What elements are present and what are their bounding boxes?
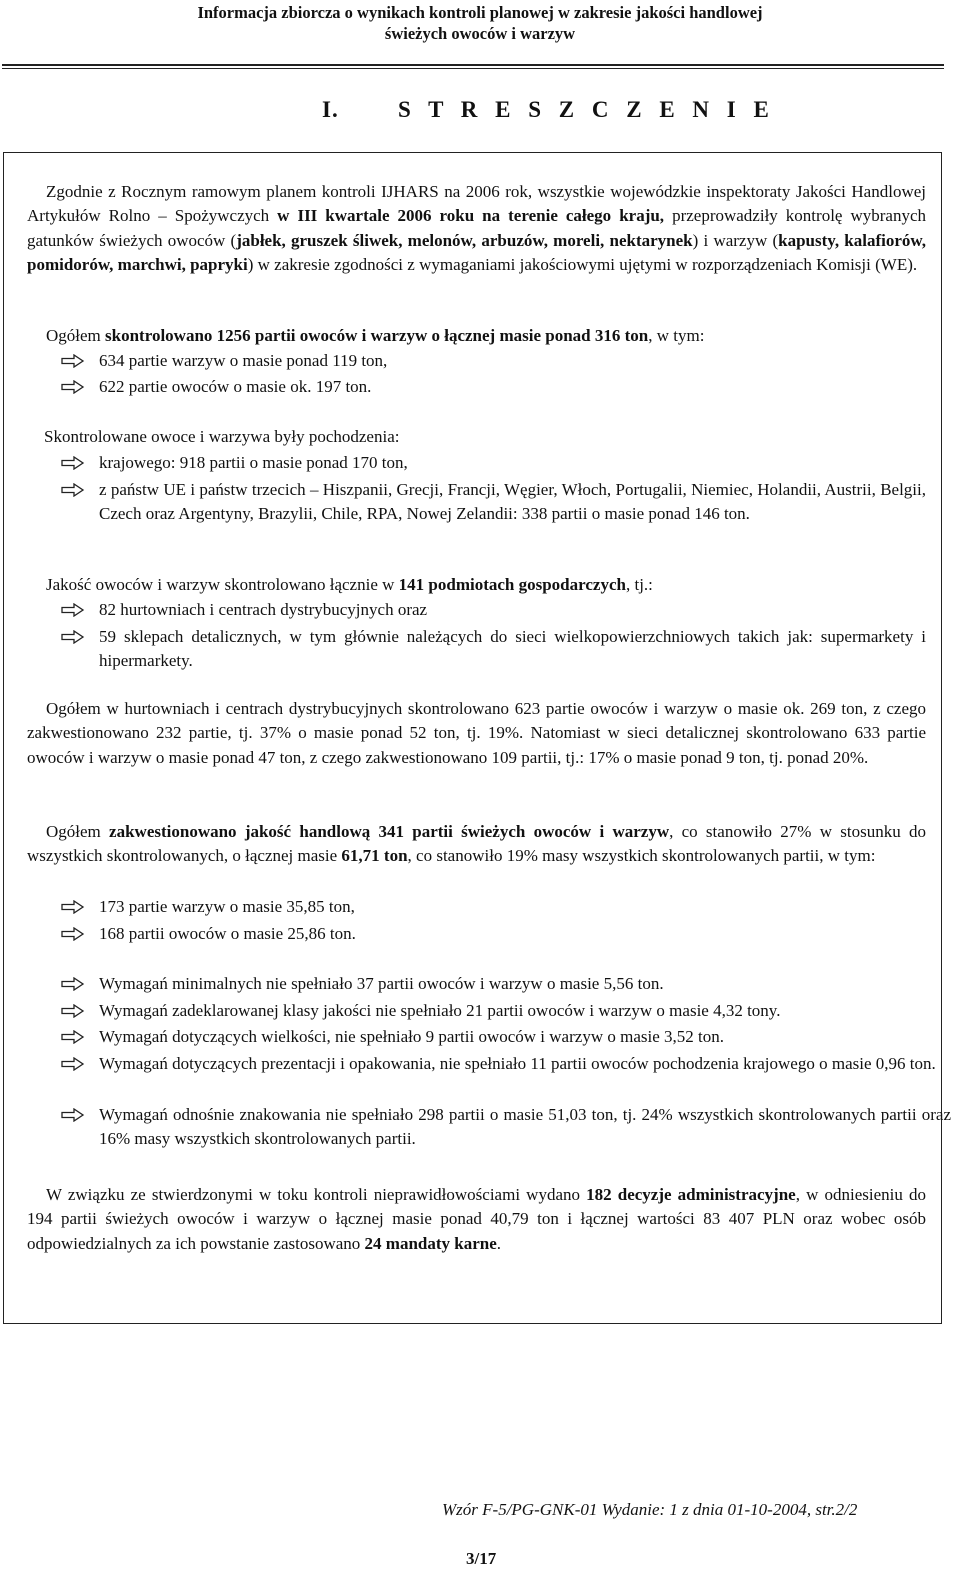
arrow-icon — [61, 900, 85, 914]
list-item: Wymagań dotyczących wielkości, nie spełniało 9 partii owoców i warzyw o masie 3,52 ton. — [61, 1025, 951, 1049]
arrow-icon — [61, 603, 85, 617]
questioned-paragraph: Ogółem zakwestionowano jakość handlową 341 partii świeżych owoców i warzyw, co stanowiło 27% w stosunku do wszystkich skontrolowanych, o łącznej masie 61,71 ton, co stanowiło 19% masy wszystkich skontrolowanych partii, w tym: — [27, 822, 926, 866]
list-item: Wymagań minimalnych nie spełniało 37 partii owoców i warzyw o masie 5,56 ton. — [61, 972, 951, 996]
list-item: 168 partii owoców o masie 25,86 ton. — [61, 922, 926, 946]
header-line-1: Informacja zbiorcza o wynikach kontroli planowej w zakresie jakości handlowej — [197, 3, 763, 22]
list-item: z państw UE i państw trzecich – Hiszpanii, Grecji, Francji, Węgier, Włoch, Portugalii, Niemiec, Holandii, Austrii, Belgii, Czech oraz Argentyny, Brazylii, Chile, RPA, Nowej Zelandii: 338 partii o masie ponad 146 ton. — [61, 478, 926, 527]
section-number: I. — [322, 97, 339, 122]
arrow-icon — [61, 1057, 85, 1071]
arrow-icon — [61, 1030, 85, 1044]
summary-box — [3, 152, 951, 1324]
list-item: Wymagań dotyczących prezentacji i opakowania, nie spełniało 11 partii owoców pochodzenia krajowego o masie 0,96 ton. — [61, 1052, 951, 1076]
list-item: 622 partie owoców o masie ok. 197 ton. — [61, 375, 926, 399]
arrow-icon — [61, 630, 85, 644]
list-item: 59 sklepach detalicznych, w tym głównie należących do sieci wielkopowierzchniowych takich jak: supermarkety i hipermarkety. — [61, 625, 926, 674]
list-item: Wymagań odnośnie znakowania nie spełniało 298 partii o masie 51,03 ton, tj. 24% wszystkich skontrolowanych partii oraz 16% masy wszystkich skontrolowanych partii. — [61, 1103, 951, 1152]
list-item: 82 hurtowniach i centrach dystrybucyjnych oraz — [61, 598, 926, 622]
arrow-icon — [61, 354, 85, 368]
section-heading — [322, 97, 775, 123]
intro-paragraph: Zgodnie z Rocznym ramowym planem kontroli IJHARS na 2006 rok, wszystkie wojewódzkie inspektoraty Jakości Handlowej Artykułów Rolno – Spożywczych w III kwartale 2006 roku na terenie całego kraju, przeprowadziły kontrolę wybranych gatunków świeżych owoców (jabłek, gruszek śliwek, melonów, arbuzów, moreli, nektarynek) i warzyw (kapusty, kalafiorów, pomidorów, marchwi, papryki) w zakresie zgodności z wymaganiami jakościowymi ujętymi w rozporządzeniach Komisji (WE). — [27, 182, 927, 274]
section-title: S T R E S Z C Z E N I E — [398, 97, 775, 122]
header-rule-thick — [2, 64, 944, 66]
arrow-icon — [61, 380, 85, 394]
decisions-paragraph: W związku ze stwierdzonymi w toku kontroli nieprawidłowościami wydano 182 decyzje administracyjne, w odniesieniu do 194 partii świeżych owoców i warzyw o łącznej masie ponad 40,79 ton i łącznej wartości 83 407 PLN oraz wobec osób odpowiedzialnych za ich powstanie zastosowano 24 mandaty karne. — [27, 1185, 926, 1253]
form-footer: Wzór F-5/PG-GNK-01 Wydanie: 1 z dnia 01-10-2004, str.2/2 — [442, 1500, 858, 1519]
arrow-icon — [61, 483, 85, 497]
document-header — [0, 2, 960, 44]
list-item: krajowego: 918 partii o masie ponad 170 ton, — [61, 451, 926, 475]
arrow-icon — [61, 1004, 85, 1018]
header-rule-thin — [2, 68, 944, 69]
wholesale-paragraph: Ogółem w hurtowniach i centrach dystrybucyjnych skontrolowano 623 partie owoców i warzyw o masie ok. 269 ton, z czego zakwestionowano 232 partie, tj. 37% o masie ponad 52 ton, tj. 19%. Natomiast w sieci detalicznej skontrolowano 633 partie owoców i warzyw o masie ponad 47 ton, z czego zakwestionowano 109 partii, tj.: 17% o masie ponad 9 ton, tj. ponad 20%. — [27, 699, 926, 767]
page-number: 3/17 — [466, 1549, 497, 1568]
arrow-icon — [61, 927, 85, 941]
entities-paragraph: Jakość owoców i warzyw skontrolowano łącznie w 141 podmiotach gospodarczych, tj.: — [46, 575, 653, 594]
list-item: Wymagań zadeklarowanej klasy jakości nie spełniało 21 partii owoców i warzyw o masie 4,32 tony. — [61, 999, 951, 1023]
total-paragraph: Ogółem skontrolowano 1256 partii owoców i warzyw o łącznej masie ponad 316 ton, w tym: — [46, 326, 705, 345]
arrow-icon — [61, 1108, 85, 1122]
header-line-2: świeżych owoców i warzyw — [384, 24, 576, 43]
origin-label: Skontrolowane owoce i warzywa były pochodzenia: — [44, 427, 400, 446]
list-item: 634 partie warzyw o masie ponad 119 ton, — [61, 349, 926, 373]
list-item: 173 partie warzyw o masie 35,85 ton, — [61, 895, 926, 919]
arrow-icon — [61, 977, 85, 991]
arrow-icon — [61, 456, 85, 470]
